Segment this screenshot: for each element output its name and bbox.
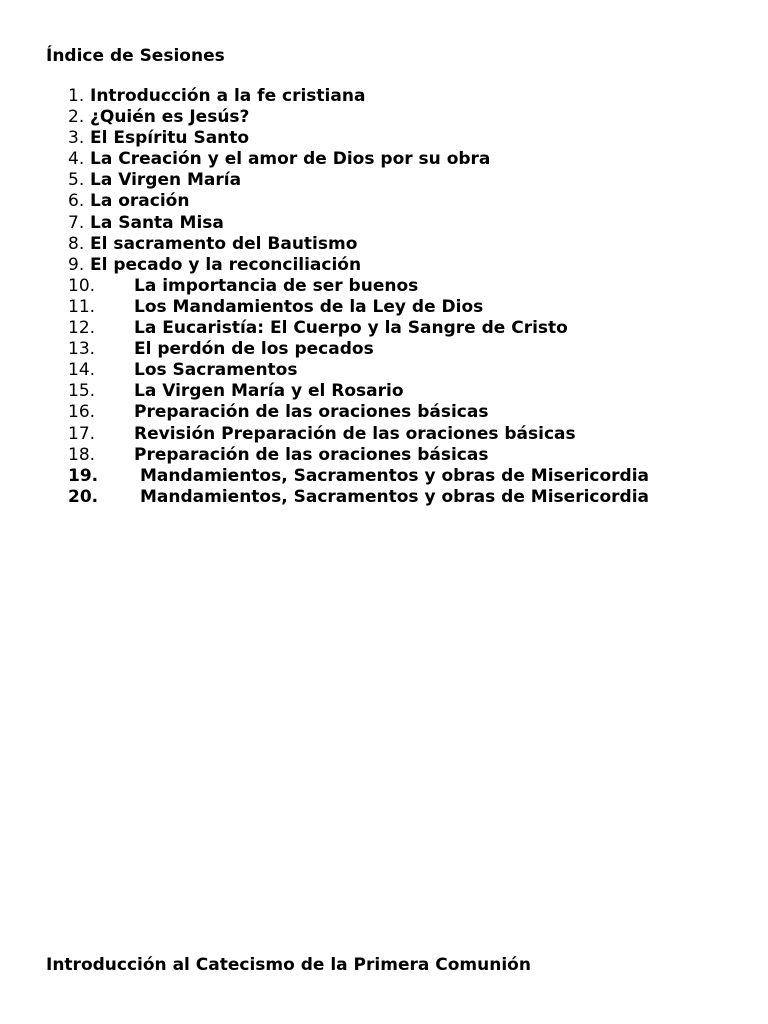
- list-item: [68, 339, 649, 360]
- item-number: 12.: [68, 318, 96, 339]
- list-item: [68, 128, 649, 149]
- item-number: 13.: [68, 339, 96, 360]
- item-number: 20.: [68, 486, 99, 507]
- item-title: Preparación de las oraciones básicas: [134, 402, 489, 423]
- list-item: [68, 234, 649, 255]
- item-title: El perdón de los pecados: [134, 339, 374, 360]
- list-item: [68, 360, 649, 381]
- list-item: [68, 445, 649, 466]
- item-number: 15.: [68, 381, 96, 402]
- list-item: [68, 276, 649, 297]
- item-title: La Santa Misa: [90, 212, 224, 233]
- item-title: El pecado y la reconciliación: [90, 254, 362, 275]
- item-number: 14.: [68, 360, 96, 381]
- list-item: [68, 107, 649, 128]
- item-title: La Eucaristía: El Cuerpo y la Sangre de Cristo: [134, 318, 568, 339]
- list-item: [68, 213, 649, 234]
- list-item: [68, 149, 649, 170]
- footer-title: Introducción al Catecismo de la Primera Comunión: [46, 955, 531, 975]
- item-title: Mandamientos, Sacramentos y obras de Misericordia: [140, 486, 650, 507]
- item-number: 18.: [68, 444, 96, 465]
- item-number: 3.: [68, 128, 85, 149]
- list-item: [68, 318, 649, 339]
- item-number: 17.: [68, 423, 96, 444]
- list-item: [68, 191, 649, 212]
- list-item: [68, 466, 649, 487]
- list-item: [68, 381, 649, 402]
- item-title: ¿Quién es Jesús?: [90, 107, 250, 128]
- item-number: 16.: [68, 402, 96, 423]
- item-number: 10.: [68, 275, 96, 296]
- list-item: [68, 487, 649, 508]
- item-title: Los Mandamientos de la Ley de Dios: [134, 296, 484, 317]
- list-item: [68, 424, 649, 445]
- item-number: 2.: [68, 107, 85, 128]
- list-item: [68, 170, 649, 191]
- index-title: Índice de Sesiones: [46, 46, 225, 66]
- item-title: El sacramento del Bautismo: [90, 233, 358, 254]
- item-number: 7.: [68, 212, 85, 233]
- item-number: 11.: [68, 296, 96, 317]
- item-number: 8.: [68, 233, 85, 254]
- item-number: 4.: [68, 149, 85, 170]
- list-item: [68, 255, 649, 276]
- item-number: 1.: [68, 86, 85, 106]
- item-number: 19.: [68, 465, 99, 486]
- list-item: [68, 86, 649, 107]
- list-item: [68, 402, 649, 423]
- item-number: 9.: [68, 254, 85, 275]
- session-list: [68, 86, 649, 508]
- item-title: Mandamientos, Sacramentos y obras de Misericordia: [140, 465, 650, 486]
- item-title: Introducción a la fe cristiana: [90, 86, 366, 106]
- item-title: La oración: [90, 191, 190, 212]
- item-title: El Espíritu Santo: [90, 128, 250, 149]
- item-title: Los Sacramentos: [134, 360, 298, 381]
- item-number: 6.: [68, 191, 85, 212]
- item-title: Preparación de las oraciones básicas: [134, 444, 489, 465]
- list-item: [68, 297, 649, 318]
- item-title: Revisión Preparación de las oraciones básicas: [134, 423, 576, 444]
- item-title: La importancia de ser buenos: [134, 275, 419, 296]
- item-title: La Virgen María: [90, 170, 242, 191]
- item-title: La Virgen María y el Rosario: [134, 381, 404, 402]
- item-number: 5.: [68, 170, 85, 191]
- item-title: La Creación y el amor de Dios por su obra: [90, 149, 491, 170]
